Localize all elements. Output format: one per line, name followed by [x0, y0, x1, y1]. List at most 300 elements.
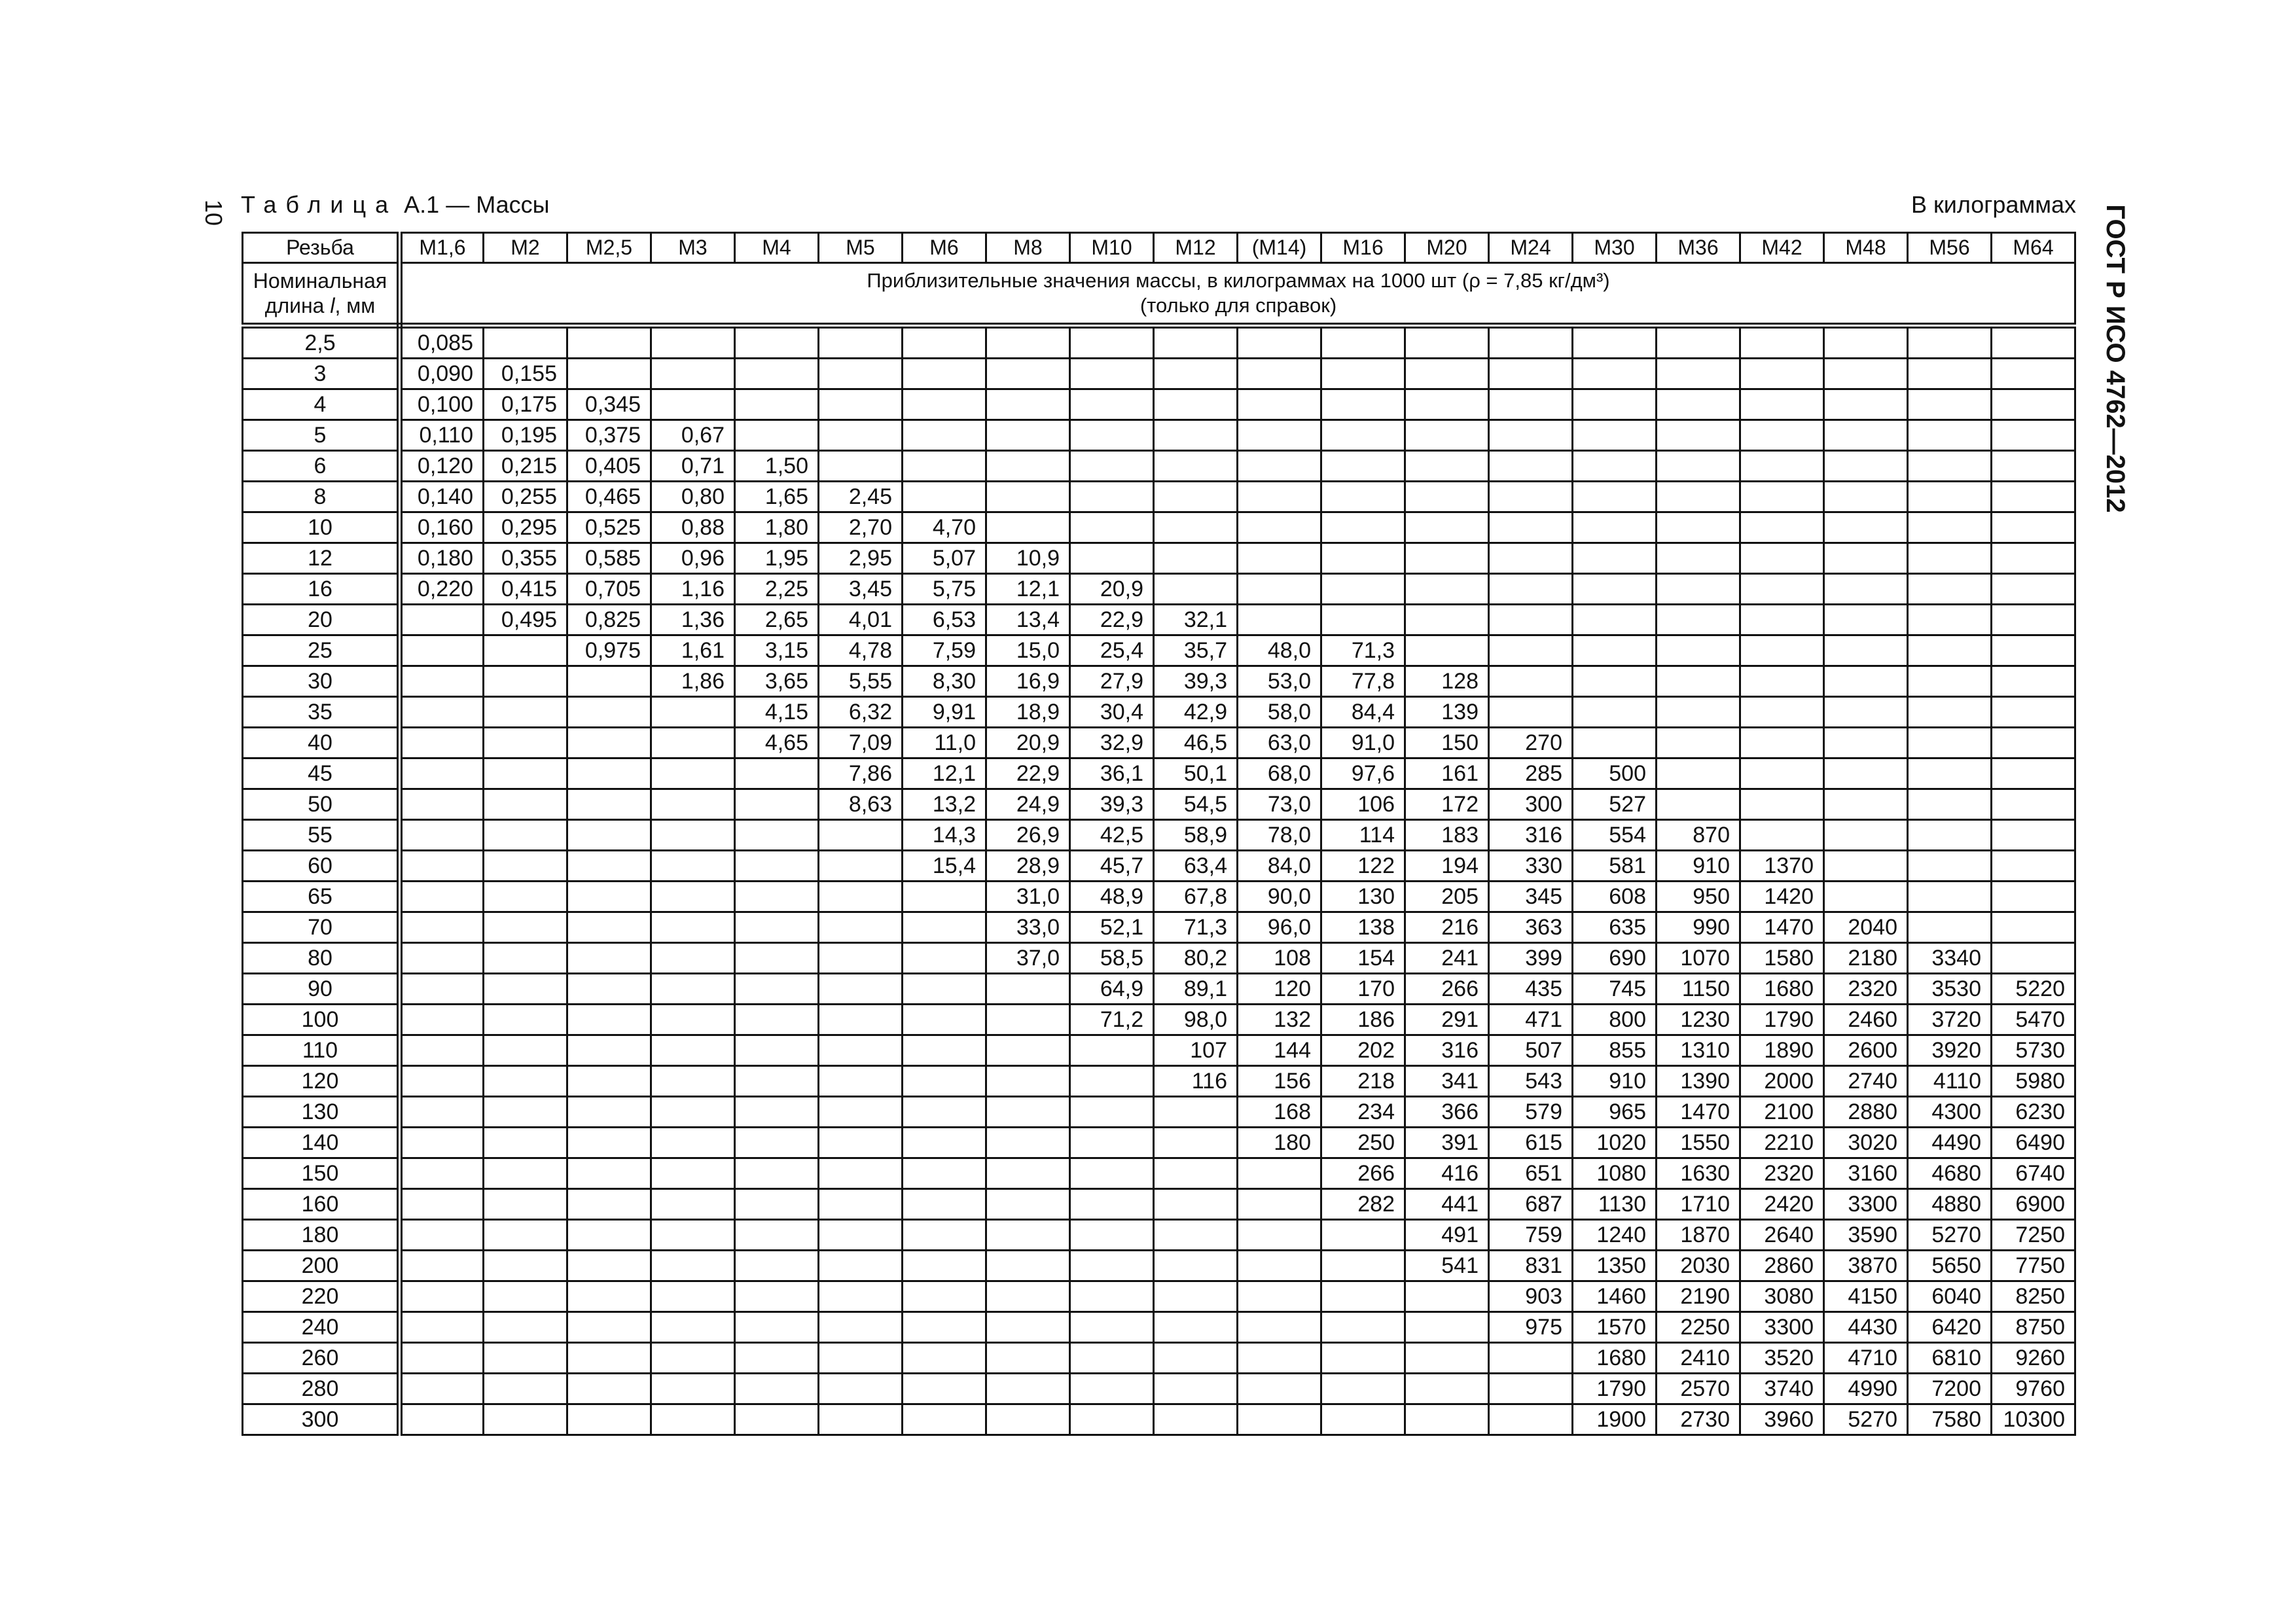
- mass-value-cell: 27,9: [1070, 666, 1154, 697]
- mass-value-cell: 3080: [1740, 1281, 1824, 1312]
- mass-value-cell: [400, 1312, 484, 1343]
- mass-value-cell: 0,110: [400, 420, 484, 451]
- mass-value-cell: 234: [1321, 1097, 1405, 1128]
- mass-value-cell: [567, 1005, 651, 1035]
- nominal-length-cell: 10: [243, 512, 400, 543]
- mass-value-cell: 0,585: [567, 543, 651, 574]
- mass-value-cell: 9760: [1992, 1374, 2075, 1404]
- mass-value-cell: [819, 912, 903, 943]
- mass-value-cell: 2570: [1657, 1374, 1740, 1404]
- mass-value-cell: [1740, 359, 1824, 389]
- mass-value-cell: 150: [1405, 728, 1489, 758]
- mass-value-cell: [1154, 1312, 1238, 1343]
- nominal-length-cell: 55: [243, 820, 400, 851]
- mass-value-cell: [651, 974, 735, 1005]
- mass-value-cell: [1992, 512, 2075, 543]
- table-row: [243, 1220, 2075, 1251]
- mass-value-cell: 26,9: [986, 820, 1070, 851]
- mass-value-cell: 20,9: [986, 728, 1070, 758]
- mass-note-line2: (только для справок): [1139, 294, 1337, 317]
- mass-value-cell: [1405, 389, 1489, 420]
- mass-value-cell: [1321, 1281, 1405, 1312]
- mass-value-cell: 97,6: [1321, 758, 1405, 789]
- mass-value-cell: [1321, 1343, 1405, 1374]
- table-row: [243, 912, 2075, 943]
- mass-value-cell: [1154, 1128, 1238, 1158]
- mass-value-cell: [1489, 635, 1573, 666]
- mass-value-cell: [1824, 359, 1908, 389]
- mass-value-cell: 3340: [1908, 943, 1992, 974]
- mass-value-cell: 2,45: [819, 482, 903, 512]
- mass-value-cell: 2000: [1740, 1066, 1824, 1097]
- mass-value-cell: [819, 1005, 903, 1035]
- mass-value-cell: [986, 974, 1070, 1005]
- thread-size-header: (M14): [1238, 233, 1321, 263]
- mass-value-cell: [1992, 451, 2075, 482]
- mass-value-cell: 172: [1405, 789, 1489, 820]
- thread-size-header: M56: [1908, 233, 1992, 263]
- mass-value-cell: 0,120: [400, 451, 484, 482]
- mass-value-cell: 4710: [1824, 1343, 1908, 1374]
- mass-value-cell: [986, 359, 1070, 389]
- mass-value-cell: 0,175: [484, 389, 567, 420]
- mass-value-cell: [903, 1281, 986, 1312]
- mass-value-cell: 399: [1489, 943, 1573, 974]
- mass-value-cell: 1,36: [651, 605, 735, 635]
- mass-value-cell: [1489, 1374, 1573, 1404]
- mass-value-cell: [1070, 1251, 1154, 1281]
- mass-value-cell: 39,3: [1070, 789, 1154, 820]
- mass-value-cell: 366: [1405, 1097, 1489, 1128]
- mass-value-cell: 541: [1405, 1251, 1489, 1281]
- mass-value-cell: 441: [1405, 1189, 1489, 1220]
- mass-value-cell: 6420: [1908, 1312, 1992, 1343]
- mass-value-cell: [735, 1158, 819, 1189]
- mass-value-cell: 1790: [1740, 1005, 1824, 1035]
- mass-value-cell: [986, 326, 1070, 359]
- mass-value-cell: [735, 1220, 819, 1251]
- mass-value-cell: 608: [1573, 882, 1657, 912]
- mass-value-cell: [903, 1158, 986, 1189]
- nominal-length-cell: 180: [243, 1220, 400, 1251]
- table-row: [243, 1005, 2075, 1035]
- mass-value-cell: [1992, 666, 2075, 697]
- mass-value-cell: 13,2: [903, 789, 986, 820]
- mass-value-cell: [484, 1251, 567, 1281]
- mass-value-cell: [1154, 543, 1238, 574]
- table-row: [243, 482, 2075, 512]
- mass-value-cell: 0,255: [484, 482, 567, 512]
- mass-value-cell: 341: [1405, 1066, 1489, 1097]
- mass-value-cell: [1070, 1343, 1154, 1374]
- units-note: В килограммах: [1911, 191, 2076, 218]
- nominal-length-cell: 5: [243, 420, 400, 451]
- mass-value-cell: [735, 882, 819, 912]
- mass-value-cell: [735, 1128, 819, 1158]
- mass-value-cell: 6,32: [819, 697, 903, 728]
- mass-value-cell: 0,160: [400, 512, 484, 543]
- mass-value-cell: 745: [1573, 974, 1657, 1005]
- mass-value-cell: 2,70: [819, 512, 903, 543]
- mass-value-cell: [1154, 1189, 1238, 1220]
- mass-value-cell: [567, 326, 651, 359]
- mass-value-cell: [1238, 451, 1321, 482]
- mass-value-cell: 0,67: [651, 420, 735, 451]
- mass-value-cell: 1,61: [651, 635, 735, 666]
- mass-value-cell: [1824, 728, 1908, 758]
- mass-value-cell: 46,5: [1154, 728, 1238, 758]
- mass-value-cell: [1154, 512, 1238, 543]
- mass-value-cell: [567, 851, 651, 882]
- mass-value-cell: [819, 1404, 903, 1435]
- mass-value-cell: [651, 882, 735, 912]
- mass-value-cell: [567, 359, 651, 389]
- mass-value-cell: [1657, 389, 1740, 420]
- mass-value-cell: [986, 1005, 1070, 1035]
- thread-size-header: M2: [484, 233, 567, 263]
- mass-value-cell: 3870: [1824, 1251, 1908, 1281]
- mass-value-cell: 84,4: [1321, 697, 1405, 728]
- mass-value-cell: 107: [1154, 1035, 1238, 1066]
- mass-value-cell: 500: [1573, 758, 1657, 789]
- mass-value-cell: [1908, 574, 1992, 605]
- mass-value-cell: 5270: [1908, 1220, 1992, 1251]
- mass-value-cell: [1489, 389, 1573, 420]
- mass-value-cell: [1070, 512, 1154, 543]
- mass-value-cell: [903, 882, 986, 912]
- mass-value-cell: [986, 1404, 1070, 1435]
- mass-value-cell: [1908, 326, 1992, 359]
- mass-value-cell: 5730: [1992, 1035, 2075, 1066]
- mass-value-cell: [986, 482, 1070, 512]
- mass-value-cell: [1992, 943, 2075, 974]
- mass-value-cell: [400, 1158, 484, 1189]
- mass-value-cell: [567, 1281, 651, 1312]
- mass-value-cell: [1657, 326, 1740, 359]
- mass-value-cell: 2320: [1740, 1158, 1824, 1189]
- table-row: [243, 1374, 2075, 1404]
- mass-value-cell: 1680: [1740, 974, 1824, 1005]
- thread-size-header: M48: [1824, 233, 1908, 263]
- mass-value-cell: [1824, 420, 1908, 451]
- mass-value-cell: 31,0: [986, 882, 1070, 912]
- mass-value-cell: 0,96: [651, 543, 735, 574]
- mass-value-cell: [819, 1035, 903, 1066]
- mass-value-cell: [1657, 789, 1740, 820]
- mass-value-cell: 4,15: [735, 697, 819, 728]
- mass-value-cell: [1908, 820, 1992, 851]
- mass-value-cell: 1,50: [735, 451, 819, 482]
- mass-value-cell: [986, 1220, 1070, 1251]
- mass-value-cell: [651, 758, 735, 789]
- mass-note: [400, 263, 2075, 326]
- mass-value-cell: [1405, 482, 1489, 512]
- nominal-length-cell: 140: [243, 1128, 400, 1158]
- mass-value-cell: [1573, 482, 1657, 512]
- mass-value-cell: [1824, 543, 1908, 574]
- nominal-length-cell: 280: [243, 1374, 400, 1404]
- mass-value-cell: [400, 1281, 484, 1312]
- mass-value-cell: [1321, 512, 1405, 543]
- mass-value-cell: [1321, 359, 1405, 389]
- mass-value-cell: [567, 1312, 651, 1343]
- mass-value-cell: 9,91: [903, 697, 986, 728]
- mass-value-cell: 1,16: [651, 574, 735, 605]
- mass-value-cell: [1740, 420, 1824, 451]
- mass-value-cell: [903, 1189, 986, 1220]
- mass-value-cell: 128: [1405, 666, 1489, 697]
- mass-value-cell: 990: [1657, 912, 1740, 943]
- mass-value-cell: [1992, 912, 2075, 943]
- mass-value-cell: 391: [1405, 1128, 1489, 1158]
- mass-value-cell: 291: [1405, 1005, 1489, 1035]
- mass-value-cell: [1070, 1128, 1154, 1158]
- mass-value-cell: 363: [1489, 912, 1573, 943]
- mass-value-cell: 554: [1573, 820, 1657, 851]
- mass-value-cell: 6810: [1908, 1343, 1992, 1374]
- mass-value-cell: 71,2: [1070, 1005, 1154, 1035]
- mass-value-cell: 3960: [1740, 1404, 1824, 1435]
- mass-value-cell: [484, 1404, 567, 1435]
- mass-value-cell: [1908, 697, 1992, 728]
- mass-value-cell: [651, 851, 735, 882]
- mass-value-cell: [651, 789, 735, 820]
- nominal-length-cell: 200: [243, 1251, 400, 1281]
- mass-value-cell: 4680: [1908, 1158, 1992, 1189]
- mass-value-cell: 975: [1489, 1312, 1573, 1343]
- mass-value-cell: [1238, 1404, 1321, 1435]
- mass-value-cell: [1824, 851, 1908, 882]
- nominal-length-cell: 35: [243, 697, 400, 728]
- mass-value-cell: [1908, 851, 1992, 882]
- mass-value-cell: [1657, 605, 1740, 635]
- mass-value-cell: [1070, 326, 1154, 359]
- mass-value-cell: [484, 758, 567, 789]
- mass-value-cell: 316: [1489, 820, 1573, 851]
- mass-value-cell: [735, 1097, 819, 1128]
- table-row: [243, 1251, 2075, 1281]
- nominal-length-cell: 150: [243, 1158, 400, 1189]
- mass-value-cell: 1470: [1657, 1097, 1740, 1128]
- mass-value-cell: 7250: [1992, 1220, 2075, 1251]
- mass-value-cell: [735, 1066, 819, 1097]
- thread-size-header: M10: [1070, 233, 1154, 263]
- mass-value-cell: 2320: [1824, 974, 1908, 1005]
- mass-value-cell: [986, 1189, 1070, 1220]
- table-row: [243, 1158, 2075, 1189]
- thread-size-header: M24: [1489, 233, 1573, 263]
- mass-value-cell: [400, 758, 484, 789]
- mass-value-cell: [1070, 1312, 1154, 1343]
- mass-value-cell: 1,80: [735, 512, 819, 543]
- mass-value-cell: 1630: [1657, 1158, 1740, 1189]
- mass-value-cell: [735, 789, 819, 820]
- mass-value-cell: 98,0: [1154, 1005, 1238, 1035]
- mass-value-cell: 64,9: [1070, 974, 1154, 1005]
- mass-value-cell: 4,78: [819, 635, 903, 666]
- mass-value-cell: 4,65: [735, 728, 819, 758]
- mass-value-cell: [484, 1097, 567, 1128]
- mass-value-cell: 52,1: [1070, 912, 1154, 943]
- mass-value-cell: [1154, 389, 1238, 420]
- mass-value-cell: 2030: [1657, 1251, 1740, 1281]
- mass-value-cell: [1321, 482, 1405, 512]
- mass-value-cell: [819, 882, 903, 912]
- mass-value-cell: [819, 359, 903, 389]
- thread-size-header: M5: [819, 233, 903, 263]
- mass-value-cell: [735, 326, 819, 359]
- mass-value-cell: 24,9: [986, 789, 1070, 820]
- mass-value-cell: 6,53: [903, 605, 986, 635]
- mass-value-cell: [1657, 451, 1740, 482]
- mass-value-cell: 0,155: [484, 359, 567, 389]
- mass-value-cell: 491: [1405, 1220, 1489, 1251]
- mass-value-cell: 67,8: [1154, 882, 1238, 912]
- mass-value-cell: [400, 820, 484, 851]
- mass-value-cell: 15,0: [986, 635, 1070, 666]
- mass-value-cell: [1405, 543, 1489, 574]
- mass-value-cell: 205: [1405, 882, 1489, 912]
- nominal-length-cell: 160: [243, 1189, 400, 1220]
- mass-value-cell: 22,9: [1070, 605, 1154, 635]
- mass-value-cell: [1740, 666, 1824, 697]
- mass-value-cell: 63,0: [1238, 728, 1321, 758]
- mass-value-cell: [735, 820, 819, 851]
- mass-value-cell: [1908, 512, 1992, 543]
- mass-value-cell: 0,295: [484, 512, 567, 543]
- mass-value-cell: [819, 1128, 903, 1158]
- mass-value-cell: 1310: [1657, 1035, 1740, 1066]
- mass-value-cell: 122: [1321, 851, 1405, 882]
- mass-value-cell: [819, 943, 903, 974]
- mass-value-cell: 36,1: [1070, 758, 1154, 789]
- table-row: [243, 974, 2075, 1005]
- caption-title: A.1 — Массы: [404, 191, 550, 218]
- mass-value-cell: 42,5: [1070, 820, 1154, 851]
- mass-value-cell: [567, 1251, 651, 1281]
- mass-value-cell: [1992, 697, 2075, 728]
- mass-value-cell: [735, 359, 819, 389]
- mass-value-cell: [1740, 482, 1824, 512]
- mass-value-cell: 416: [1405, 1158, 1489, 1189]
- mass-value-cell: 14,3: [903, 820, 986, 851]
- mass-value-cell: [1238, 420, 1321, 451]
- mass-value-cell: [1657, 697, 1740, 728]
- mass-value-cell: [1992, 326, 2075, 359]
- mass-value-cell: [819, 851, 903, 882]
- mass-value-cell: 80,2: [1154, 943, 1238, 974]
- mass-value-cell: [903, 482, 986, 512]
- nominal-length-cell: 100: [243, 1005, 400, 1035]
- mass-value-cell: [819, 1281, 903, 1312]
- table-row: [243, 820, 2075, 851]
- mass-value-cell: 13,4: [986, 605, 1070, 635]
- mass-value-cell: [651, 728, 735, 758]
- mass-value-cell: 2460: [1824, 1005, 1908, 1035]
- mass-value-cell: [1908, 359, 1992, 389]
- thread-size-header: M20: [1405, 233, 1489, 263]
- table-row: [243, 605, 2075, 635]
- mass-value-cell: 1470: [1740, 912, 1824, 943]
- mass-value-cell: 1130: [1573, 1189, 1657, 1220]
- mass-value-cell: [651, 1005, 735, 1035]
- mass-value-cell: [567, 666, 651, 697]
- mass-value-cell: 3,15: [735, 635, 819, 666]
- mass-value-cell: 2410: [1657, 1343, 1740, 1374]
- mass-value-cell: 2880: [1824, 1097, 1908, 1128]
- mass-value-cell: 4490: [1908, 1128, 1992, 1158]
- length-symbol: l: [330, 294, 335, 317]
- mass-value-cell: [819, 420, 903, 451]
- mass-value-cell: [567, 1066, 651, 1097]
- mass-value-cell: [735, 420, 819, 451]
- mass-value-cell: 870: [1657, 820, 1740, 851]
- mass-value-cell: 6900: [1992, 1189, 2075, 1220]
- mass-value-cell: [986, 1374, 1070, 1404]
- table-caption: [241, 188, 550, 221]
- mass-value-cell: [1740, 789, 1824, 820]
- mass-value-cell: 0,88: [651, 512, 735, 543]
- mass-value-cell: 5470: [1992, 1005, 2075, 1035]
- mass-value-cell: 0,405: [567, 451, 651, 482]
- mass-value-cell: 84,0: [1238, 851, 1321, 882]
- mass-value-cell: [651, 1374, 735, 1404]
- table-row: [243, 512, 2075, 543]
- mass-value-cell: 3,65: [735, 666, 819, 697]
- standard-designation: ГОСТ Р ИСО 4762—2012: [2101, 204, 2130, 513]
- mass-value-cell: [903, 1312, 986, 1343]
- mass-value-cell: 161: [1405, 758, 1489, 789]
- mass-value-cell: 186: [1321, 1005, 1405, 1035]
- mass-value-cell: [903, 420, 986, 451]
- mass-value-cell: [1238, 389, 1321, 420]
- mass-value-cell: 527: [1573, 789, 1657, 820]
- mass-value-cell: 1580: [1740, 943, 1824, 974]
- mass-value-cell: 183: [1405, 820, 1489, 851]
- mass-value-cell: [1489, 605, 1573, 635]
- table-row: [243, 389, 2075, 420]
- mass-value-cell: [1321, 543, 1405, 574]
- mass-value-cell: [1992, 789, 2075, 820]
- mass-value-cell: 1790: [1573, 1374, 1657, 1404]
- nominal-length-cell: 16: [243, 574, 400, 605]
- mass-value-cell: [1740, 697, 1824, 728]
- mass-value-cell: [735, 389, 819, 420]
- mass-value-cell: [651, 1220, 735, 1251]
- length-unit: , мм: [334, 294, 376, 317]
- mass-value-cell: [1321, 451, 1405, 482]
- length-header-row: [243, 263, 2075, 326]
- mass-value-cell: [735, 758, 819, 789]
- table-row: [243, 1281, 2075, 1312]
- mass-value-cell: [1908, 635, 1992, 666]
- mass-value-cell: [567, 697, 651, 728]
- mass-value-cell: [1908, 666, 1992, 697]
- mass-value-cell: [1070, 543, 1154, 574]
- table-row: [243, 1128, 2075, 1158]
- mass-value-cell: 1710: [1657, 1189, 1740, 1220]
- mass-value-cell: [1321, 605, 1405, 635]
- mass-value-cell: [903, 1005, 986, 1035]
- mass-value-cell: [1238, 1281, 1321, 1312]
- mass-value-cell: [819, 1189, 903, 1220]
- mass-value-cell: 0,71: [651, 451, 735, 482]
- mass-value-cell: [484, 1128, 567, 1158]
- mass-value-cell: 1390: [1657, 1066, 1740, 1097]
- mass-value-cell: 3,45: [819, 574, 903, 605]
- mass-value-cell: [1657, 543, 1740, 574]
- mass-value-cell: 4,01: [819, 605, 903, 635]
